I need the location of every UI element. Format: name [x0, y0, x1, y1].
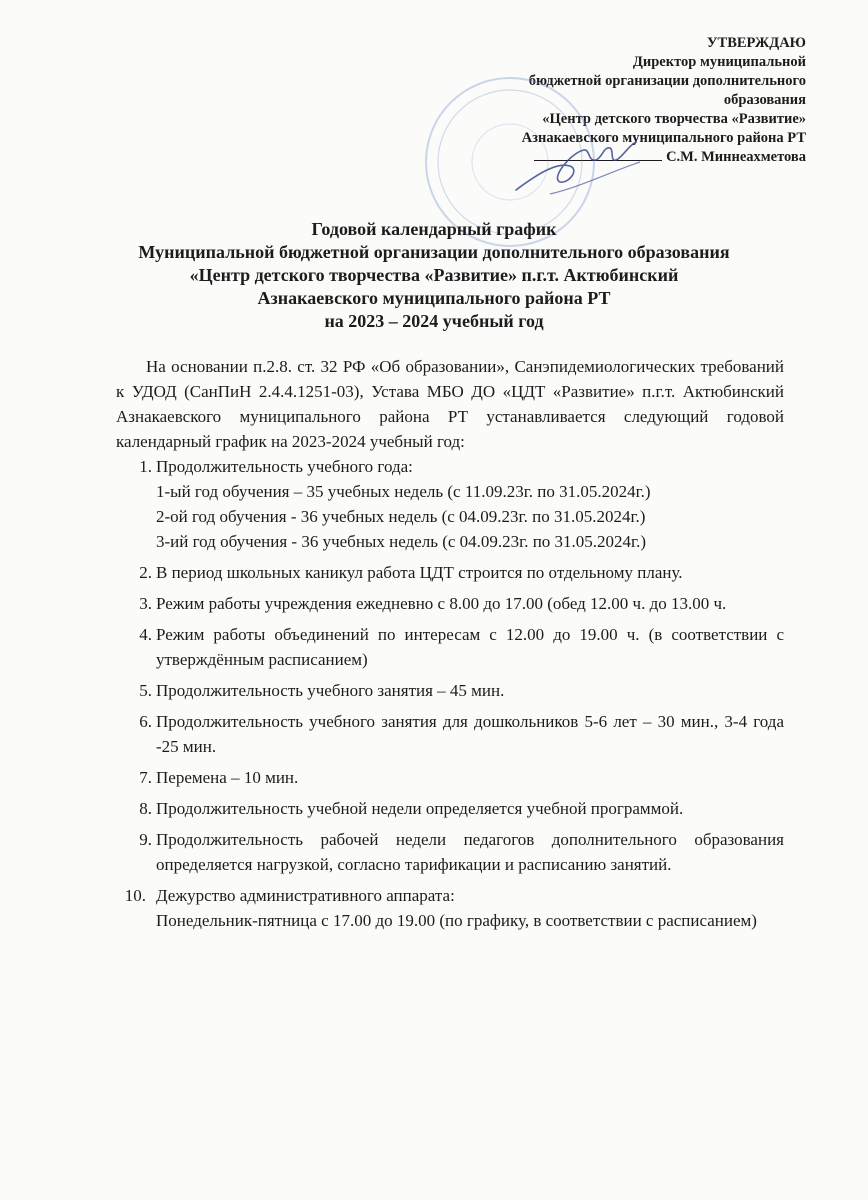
- approval-block: [386, 34, 806, 167]
- list-item: [116, 765, 784, 790]
- schedule-list: [116, 454, 784, 933]
- list-item: [116, 827, 784, 877]
- item-number: 3.: [139, 594, 152, 613]
- item-text: Продолжительность учебной недели определяется учебной программой.: [156, 799, 684, 818]
- item-text: Продолжительность рабочей недели педагогов дополнительного образования определяется нагрузкой, согласно тарификации и расписанию занятий.: [156, 830, 784, 874]
- document-body: [116, 354, 784, 939]
- sub-item: 1-ый год обучения – 35 учебных недель (с 11.09.23г. по 31.05.2024г.): [156, 482, 651, 501]
- list-item: [116, 678, 784, 703]
- signature-line: [534, 160, 662, 161]
- title-line: Азнакаевского муниципального района РТ: [257, 288, 611, 308]
- item-number: 7.: [139, 768, 152, 787]
- item-number: 1.: [139, 457, 152, 476]
- title-line: «Центр детского творчества «Развитие» п.г.т. Актюбинский: [189, 265, 679, 285]
- list-item: [116, 560, 784, 585]
- item-text: Продолжительность учебного года:: [156, 457, 413, 476]
- approval-signatory: [386, 148, 806, 167]
- title-line: Муниципальной бюджетной организации дополнительного образования: [138, 242, 730, 262]
- sub-item: 2-ой год обучения - 36 учебных недель (с 04.09.23г. по 31.05.2024г.): [156, 507, 646, 526]
- item-number: 6.: [139, 712, 152, 731]
- approval-line: образования: [723, 92, 806, 108]
- list-item: [116, 709, 784, 759]
- item-number: 5.: [139, 681, 152, 700]
- item-number: 2.: [139, 563, 152, 582]
- item-text: Дежурство административного аппарата:: [156, 886, 455, 905]
- sub-item: Понедельник-пятница с 17.00 до 19.00 (по графику, в соответствии с расписанием): [156, 911, 757, 930]
- approval-line: «Центр детского творчества «Развитие»: [542, 111, 806, 127]
- item-number: 9.: [139, 830, 152, 849]
- list-item: [116, 622, 784, 672]
- list-item: [116, 796, 784, 821]
- director-name: С.М. Миннеахметова: [666, 149, 806, 165]
- item-text: В период школьных каникул работа ЦДТ строится по отдельному плану.: [156, 563, 683, 582]
- item-text: Режим работы учреждения ежедневно с 8.00 до 17.00 (обед 12.00 ч. до 13.00 ч.: [156, 594, 727, 613]
- approval-line: бюджетной организации дополнительного: [528, 73, 806, 89]
- title-line: на 2023 – 2024 учебный год: [324, 311, 544, 331]
- intro-paragraph: На основании п.2.8. ст. 32 РФ «Об образовании», Санэпидемиологических требований к УДОД (СанПиН 2.4.4.1251-03), Устава МБО ДО «ЦДТ «Развитие» п.г.т. Актюбинский Азнакаевского муниципального района РТ устанавливается следующий годовой календарный график на 2023-2024 учебный год:: [116, 357, 784, 451]
- item-text: Продолжительность учебного занятия – 45 мин.: [156, 681, 505, 700]
- item-number: 10.: [124, 886, 146, 905]
- list-item: [116, 454, 784, 554]
- item-text: Режим работы объединений по интересам с 12.00 до 19.00 ч. (в соответствии с утверждённым расписанием): [156, 625, 784, 669]
- list-item: [116, 883, 784, 933]
- approval-heading: УТВЕРЖДАЮ: [706, 35, 806, 51]
- approval-line: Азнакаевского муниципального района РТ: [521, 130, 806, 146]
- approval-line: Директор муниципальной: [632, 54, 806, 70]
- item-number: 4.: [139, 625, 152, 644]
- item-number: 8.: [139, 799, 152, 818]
- list-item: [116, 591, 784, 616]
- sub-item: 3-ий год обучения - 36 учебных недель (с 04.09.23г. по 31.05.2024г.): [156, 532, 647, 551]
- document-title: [60, 218, 808, 333]
- title-line: Годовой календарный график: [311, 219, 557, 239]
- item-text: Продолжительность учебного занятия для дошкольников 5-6 лет – 30 мин., 3-4 года -25 мин.: [156, 712, 784, 756]
- item-text: Перемена – 10 мин.: [156, 768, 299, 787]
